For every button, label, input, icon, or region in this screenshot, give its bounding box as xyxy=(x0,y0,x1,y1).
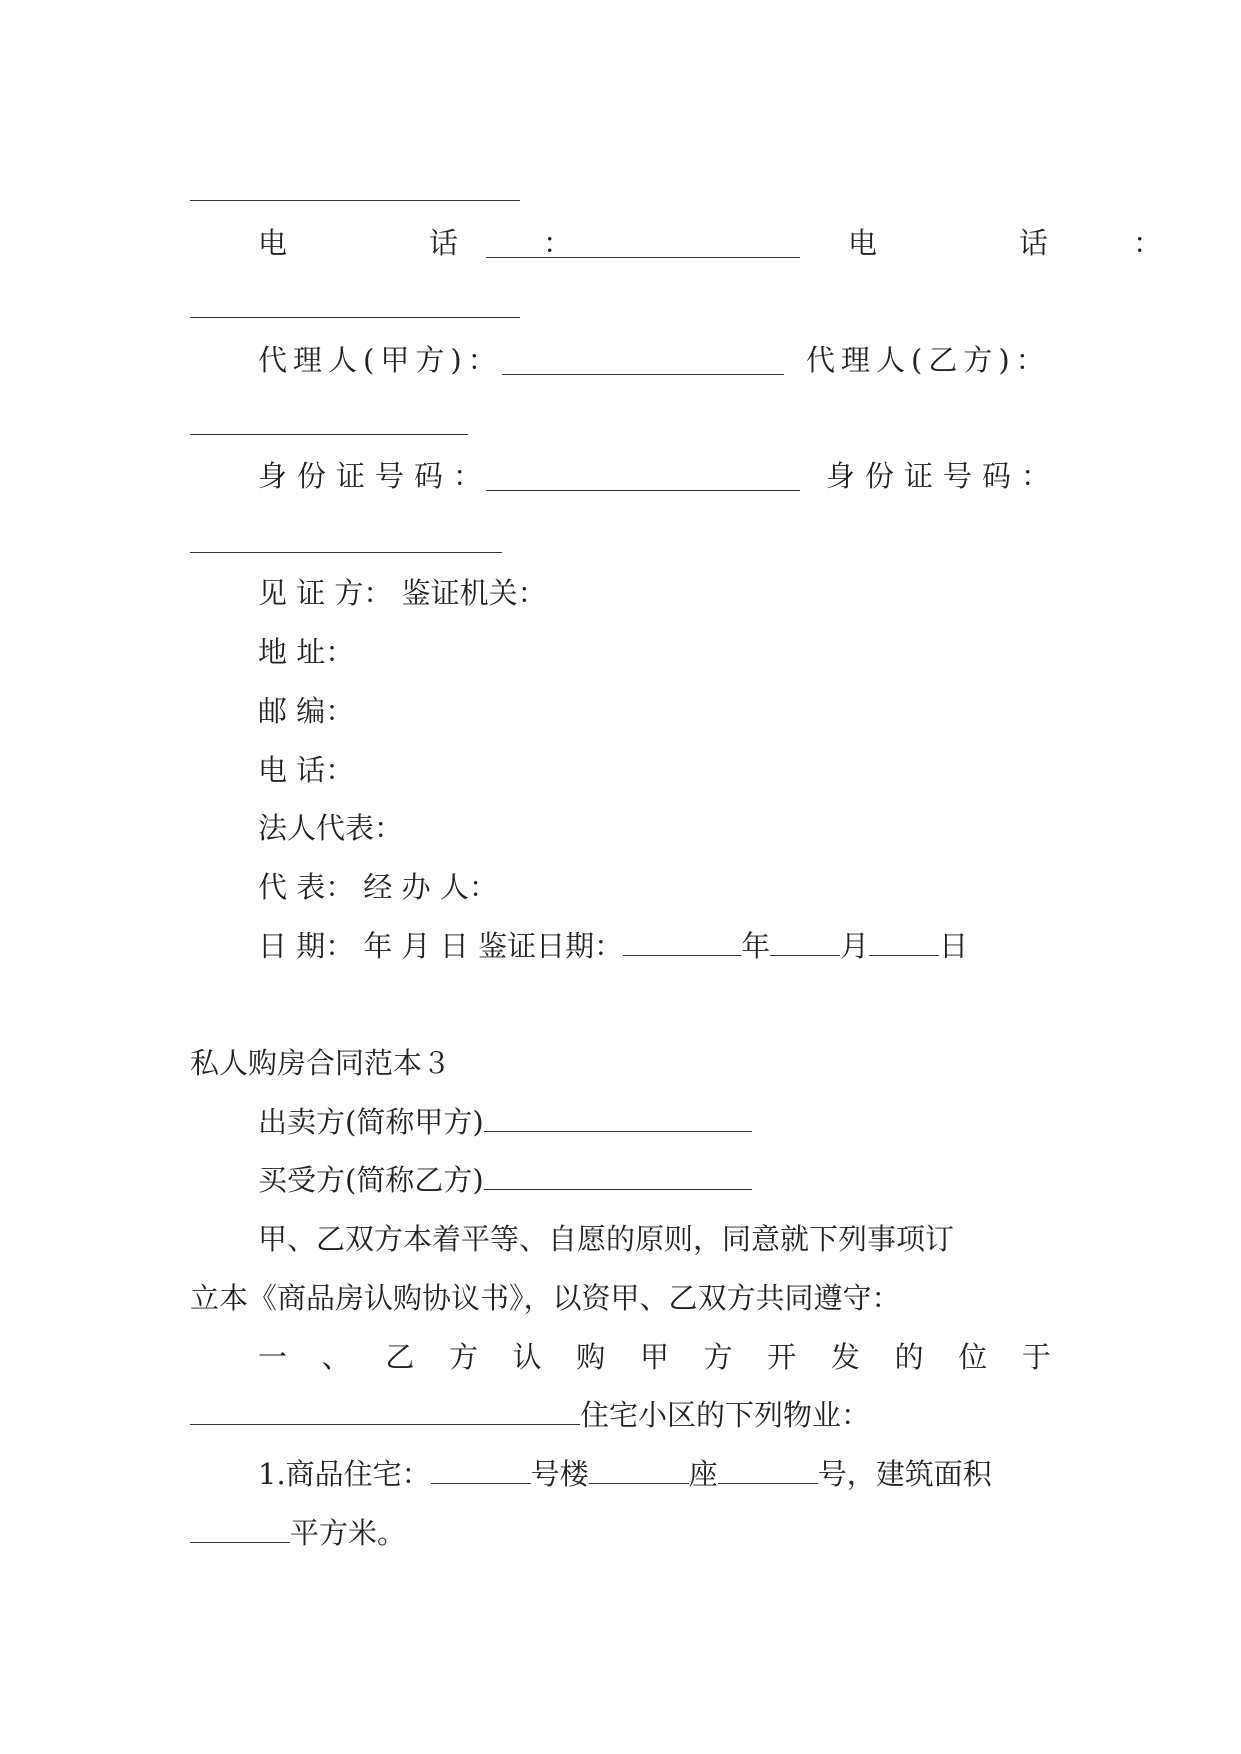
buyer-blank xyxy=(484,1163,752,1190)
agent-label-b: 代理人(乙方)： xyxy=(806,343,1051,377)
phone-blank-a xyxy=(486,257,800,258)
intro-text-1: 甲、乙双方本着平等、自愿的原则，同意就下列事项订 xyxy=(258,1222,955,1256)
id-blank-a xyxy=(486,490,800,491)
intro-line-2 xyxy=(190,1280,1241,1316)
block-label: 座 xyxy=(688,1457,718,1491)
clause-char: 乙 xyxy=(385,1340,415,1374)
day-label: 日 xyxy=(939,929,969,963)
date-line xyxy=(258,928,1241,964)
day-blank xyxy=(869,929,939,956)
building-label: 号楼 xyxy=(530,1457,589,1491)
year-blank xyxy=(623,929,741,956)
clause-char: 位 xyxy=(958,1340,988,1374)
witness-text: 见 证 方： 鉴证机关： xyxy=(258,576,547,610)
building-blank xyxy=(431,1457,531,1484)
date-label: 日 期： 年 月 日 鉴证日期： xyxy=(258,929,624,963)
number-label: 号，建筑面积 xyxy=(817,1457,992,1491)
clause-char: 发 xyxy=(830,1340,860,1374)
id-label-b: 身份证号码： xyxy=(826,459,1061,493)
agent-blank-b xyxy=(190,434,468,435)
postcode-label: 邮 编： xyxy=(258,694,355,728)
seller-line xyxy=(258,1104,1241,1140)
year-label: 年 xyxy=(741,929,771,963)
month-blank xyxy=(770,929,840,956)
postcode-line xyxy=(258,693,1241,729)
fill-in-blank xyxy=(190,200,520,201)
clause-char: 购 xyxy=(576,1340,606,1374)
item-1-label: 1.商品住宅： xyxy=(258,1457,431,1491)
witness-phone-label: 电 话： xyxy=(258,753,355,787)
agent-label-a: 代理人(甲方)： xyxy=(258,343,503,377)
block-blank xyxy=(589,1457,689,1484)
witness-line xyxy=(258,575,1241,611)
phone-blank-b xyxy=(190,317,520,318)
section-title-text: 私人购房合同范本３ xyxy=(190,1046,452,1080)
clause-char: 甲 xyxy=(639,1340,669,1374)
legal-rep-label: 法人代表： xyxy=(258,811,404,845)
intro-text-2: 立本《商品房认购协议书》，以资甲、乙双方共同遵守： xyxy=(190,1281,901,1315)
clause-1-end-line xyxy=(190,1397,1241,1433)
address-line xyxy=(258,634,1241,670)
clause-char: 一 xyxy=(258,1340,288,1374)
location-blank xyxy=(190,1398,580,1425)
section-title xyxy=(190,1045,1241,1081)
id-label-a: 身份证号码： xyxy=(258,459,493,493)
area-blank xyxy=(190,1516,290,1543)
month-label: 月 xyxy=(840,929,870,963)
seller-blank xyxy=(484,1105,752,1132)
address-label: 地 址： xyxy=(258,635,355,669)
clause-char: 方 xyxy=(703,1340,733,1374)
clause-char: 、 xyxy=(321,1340,351,1374)
area-label: 平方米。 xyxy=(290,1516,407,1550)
agent-blank-a xyxy=(502,374,784,375)
clause-char: 于 xyxy=(1021,1340,1051,1374)
phone-label-b: 电 话 ： xyxy=(848,226,1191,260)
clause-char: 认 xyxy=(512,1340,542,1374)
clause-char: 的 xyxy=(894,1340,924,1374)
buyer-line xyxy=(258,1162,1241,1198)
legal-rep-line xyxy=(258,810,1241,846)
witness-phone-line xyxy=(258,752,1241,788)
clause-char: 开 xyxy=(767,1340,797,1374)
rep-label: 代 表： 经 办 人： xyxy=(258,870,498,904)
clause-1-end-text: 住宅小区的下列物业： xyxy=(580,1398,871,1432)
seller-label: 出卖方(简称甲方) xyxy=(258,1105,484,1139)
rep-line xyxy=(258,869,1241,905)
id-blank-b xyxy=(190,552,502,553)
phone-label-a: 电 话 ： xyxy=(258,226,601,260)
clause-1-line xyxy=(258,1339,1051,1375)
item-1-area-line xyxy=(190,1515,1241,1551)
intro-line-1 xyxy=(258,1221,1241,1257)
number-blank xyxy=(718,1457,818,1484)
clause-char: 方 xyxy=(448,1340,478,1374)
item-1-line xyxy=(258,1456,1241,1492)
buyer-label: 买受方(简称乙方) xyxy=(258,1163,484,1197)
